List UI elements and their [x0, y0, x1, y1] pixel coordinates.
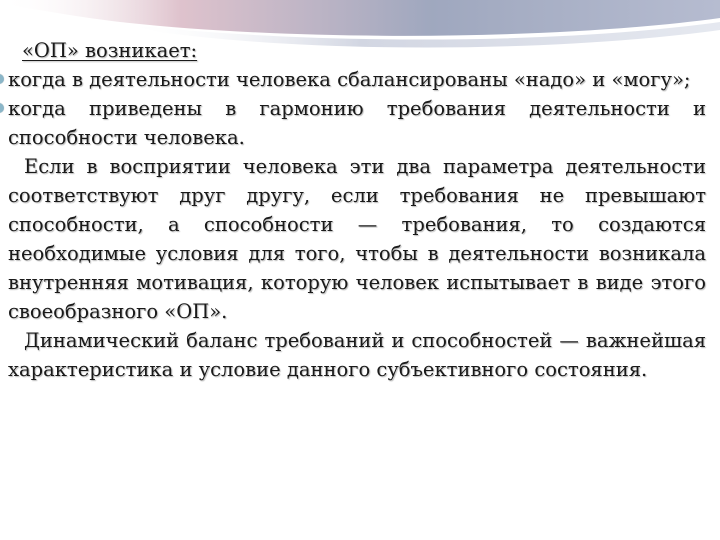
bullet-item: [8, 65, 706, 94]
bullet-item: [8, 94, 706, 152]
bullet-dot-icon: [0, 74, 4, 84]
paragraph-dynamic-balance: Динамический баланс требований и способностей — важнейшая характеристика и условие данного субъективного состояния.: [8, 329, 706, 381]
bullet-dot-icon: [0, 103, 4, 113]
slide-body: [8, 36, 706, 384]
paragraph-balance: Если в восприятии человека эти два параметра деятельности соответствуют друг другу, если требования не превышают способности, а способности — требования, то создаются необходимые условия для того, чтобы в деятельности возникала внутренняя мотивация, которую человек испытывает в виде этого своеобразного «ОП».: [8, 155, 706, 323]
bullet-text: когда приведены в гармонию требования деятельности и способности человека.: [8, 97, 706, 149]
bullet-text: когда в деятельности человека сбалансированы «надо» и «могу»;: [8, 68, 691, 91]
slide-heading: [8, 36, 706, 65]
heading-text: «ОП» возникает: [22, 39, 191, 62]
heading-colon: :: [190, 39, 198, 62]
